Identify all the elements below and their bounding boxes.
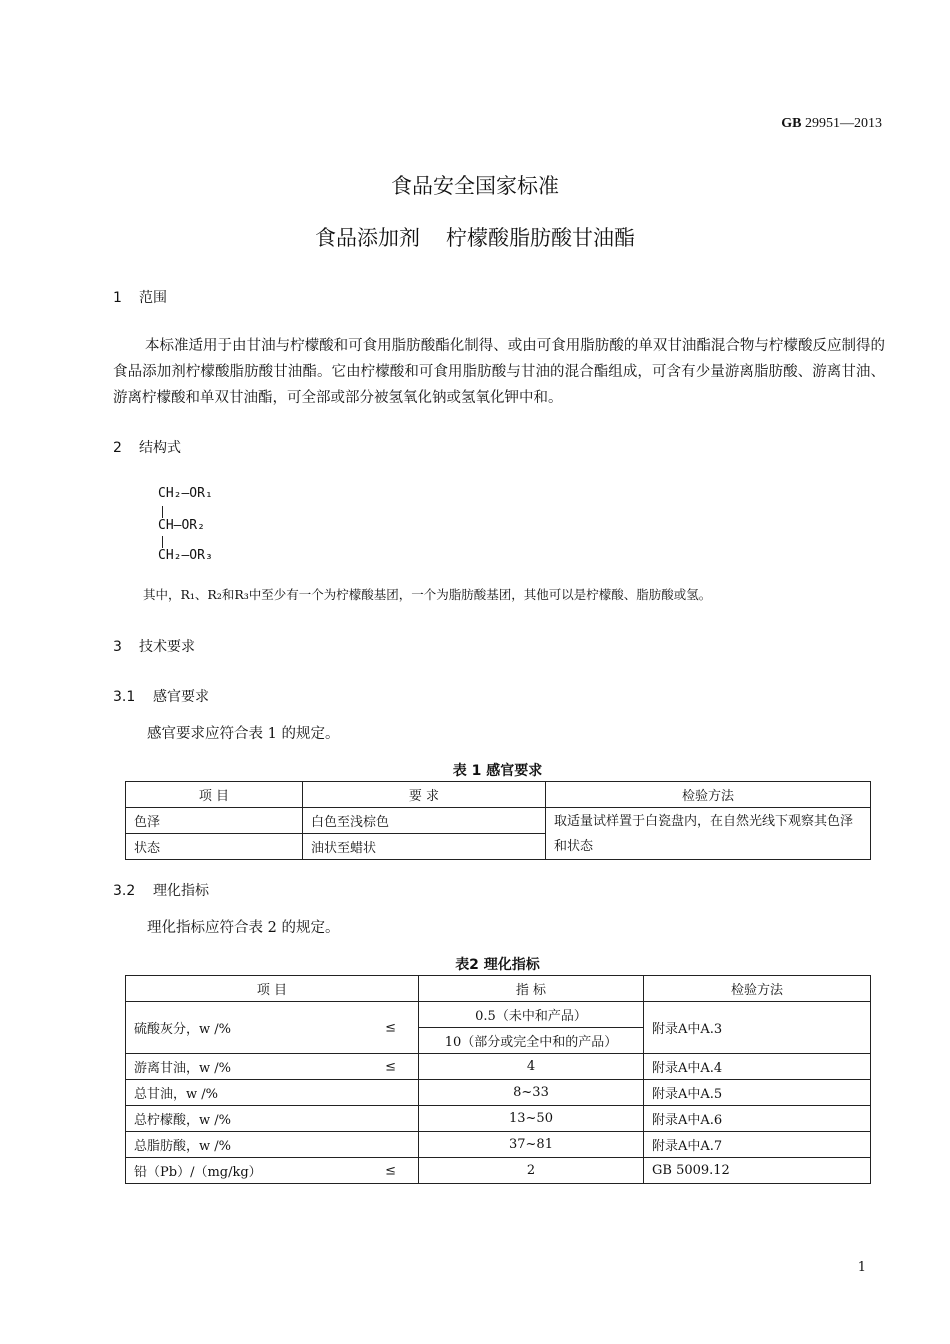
page-number: 1 — [857, 1260, 866, 1275]
header-method: 检验方法 — [644, 976, 871, 1002]
formula-row-2: CH—OR₂ — [158, 518, 205, 533]
table-header-row — [126, 976, 871, 1002]
cell-value: 2 — [419, 1158, 644, 1184]
subtitle-category: 食品添加剂 — [315, 226, 420, 250]
table-row — [126, 1080, 871, 1106]
le-symbol: ≤ — [385, 1163, 396, 1178]
table-1 — [125, 781, 871, 860]
structural-formula — [158, 486, 213, 568]
cell-value: 8~33 — [419, 1080, 644, 1106]
le-symbol: ≤ — [385, 1020, 396, 1035]
section-3-1-body: 感官要求应符合表 1 的规定。 — [147, 726, 340, 742]
cell-item: 总甘油，w /% — [126, 1080, 419, 1106]
formula-note: 其中，R₁、R₂和R₃中至少有一个为柠檬酸基团，一个为脂肪酸基团，其他可以是柠檬酸、脂肪酸或氢。 — [143, 587, 712, 602]
section-3-2-heading — [113, 880, 209, 900]
section-title: 感官要求 — [153, 689, 209, 705]
cell-method: 附录A中A.7 — [644, 1132, 871, 1158]
cell-item: 总柠檬酸，w /% — [126, 1106, 419, 1132]
section-title: 范围 — [139, 290, 167, 306]
section-3-2-body: 理化指标应符合表 2 的规定。 — [147, 920, 340, 936]
section-title: 理化指标 — [153, 883, 209, 899]
cell-requirement: 白色至浅棕色 — [303, 808, 546, 834]
table-row — [126, 1132, 871, 1158]
section-3-heading — [113, 636, 195, 656]
section-2-heading — [113, 437, 181, 457]
cell-value: 4 — [419, 1054, 644, 1080]
header-indicator: 指 标 — [419, 976, 644, 1002]
table-1-caption: 表 1 感官要求 — [452, 763, 543, 779]
table-header-row — [126, 782, 871, 808]
cell-value: 10（部分或完全中和的产品） — [419, 1028, 644, 1054]
cell-item: 状态 — [126, 834, 303, 860]
cell-item — [126, 1054, 419, 1080]
item-label: 游离甘油，w /% — [134, 1061, 231, 1076]
cell-method: 附录A中A.4 — [644, 1054, 871, 1080]
standard-number: 29951—2013 — [805, 116, 882, 131]
standard-prefix: GB — [781, 116, 802, 131]
subtitle-product: 柠檬酸脂肪酸甘油酯 — [446, 226, 635, 250]
cell-method: 附录A中A.3 — [644, 1002, 871, 1054]
table-2-caption: 表2 理化指标 — [455, 957, 540, 973]
item-label: 硫酸灰分，w /% — [134, 1022, 231, 1037]
cell-value: 13~50 — [419, 1106, 644, 1132]
table-row — [126, 1002, 871, 1028]
cell-method: GB 5009.12 — [644, 1158, 871, 1184]
table-row — [126, 1158, 871, 1184]
section-number: 2 — [113, 440, 122, 456]
formula-bond-1 — [162, 506, 163, 518]
le-symbol: ≤ — [385, 1059, 396, 1074]
section-title: 结构式 — [139, 440, 181, 456]
page-subtitle — [0, 222, 950, 252]
section-number: 3.1 — [113, 689, 136, 705]
header-requirement: 要 求 — [303, 782, 546, 808]
section-1-heading — [113, 287, 167, 307]
table-row — [126, 808, 871, 834]
formula-row-1: CH₂—OR₁ — [158, 486, 213, 501]
header-method: 检验方法 — [546, 782, 871, 808]
table-row — [126, 1054, 871, 1080]
section-3-1-heading — [113, 686, 209, 706]
section-title: 技术要求 — [139, 639, 195, 655]
formula-bond-2 — [162, 536, 163, 548]
standard-code — [781, 116, 882, 132]
cell-method: 附录A中A.6 — [644, 1106, 871, 1132]
header-item: 项 目 — [126, 976, 419, 1002]
cell-item — [126, 1158, 419, 1184]
cell-value: 37~81 — [419, 1132, 644, 1158]
section-1-body: 本标准适用于由甘油与柠檬酸和可食用脂肪酸酯化制得、或由可食用脂肪酸的单双甘油酯混合物与柠檬酸反应制得的食品添加剂柠檬酸脂肪酸甘油酯。它由柠檬酸和可食用脂肪酸与甘油的混合酯组成，可含有少量游离脂肪酸、游离甘油、游离柠檬酸和单双甘油酯，可全部或部分被氢氧化钠或氢氧化钾中和。 — [113, 338, 885, 406]
cell-item: 色泽 — [126, 808, 303, 834]
cell-requirement: 油状至蜡状 — [303, 834, 546, 860]
cell-method: 取适量试样置于白瓷盘内，在自然光线下观察其色泽和状态 — [546, 808, 871, 860]
page-title: 食品安全国家标准 — [391, 174, 559, 198]
table-row — [126, 1106, 871, 1132]
section-number: 3 — [113, 639, 122, 655]
cell-value: 0.5（未中和产品） — [419, 1002, 644, 1028]
cell-item — [126, 1002, 419, 1054]
formula-row-3: CH₂—OR₃ — [158, 548, 213, 563]
cell-method: 附录A中A.5 — [644, 1080, 871, 1106]
cell-item: 总脂肪酸，w /% — [126, 1132, 419, 1158]
item-label: 铅（Pb）/（mg/kg） — [134, 1165, 262, 1180]
header-item: 项 目 — [126, 782, 303, 808]
section-number: 3.2 — [113, 883, 136, 899]
section-number: 1 — [113, 290, 122, 306]
table-2 — [125, 975, 871, 1184]
